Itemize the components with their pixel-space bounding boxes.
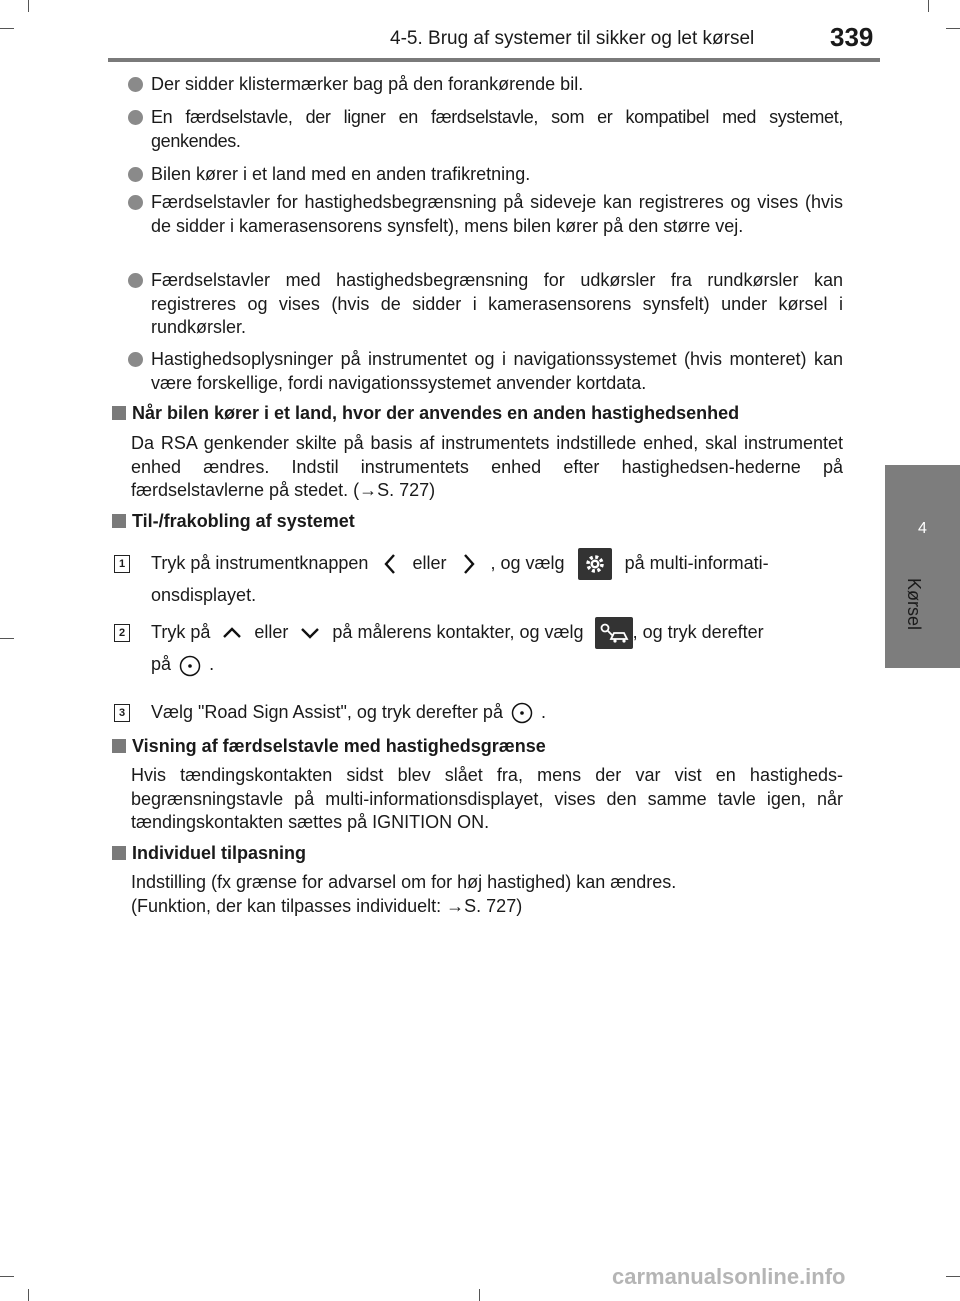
section-square-icon — [112, 514, 126, 528]
section-body: Hvis tændingskontakten sidst blev slået fra, mens der var vist en hastigheds-begrænsningstavle på multi-informationsdisplayet, vises den samme tavle igen, når tændingskontakten sættes på IGNITION ON. — [131, 765, 843, 832]
section-body: Da RSA genkender skilte på basis af instrumentets indstillede enhed, skal instrumentet enhed ændres. Indstil instrumentets enhed efter hastighedsen-hederne på færdselstavlerne på stedet. (→S. 727) — [131, 433, 843, 500]
section-body: Indstilling (fx grænse for advarsel om for høj hastighed) kan ændres. (Funktion, der kan tilpasses individuelt: →S. 727) — [131, 872, 677, 916]
crop-mark — [946, 1276, 960, 1277]
section-heading: Visning af færdselstavle med hastighedsgrænse — [112, 735, 852, 759]
crop-mark — [0, 28, 14, 29]
bullet-dot — [128, 167, 143, 182]
crop-mark — [0, 1276, 14, 1277]
step-1: 1 Tryk på instrumentknappen eller , og vælg på multi-informati- onsdisplayet. — [114, 548, 854, 610]
ok-button-icon — [508, 700, 536, 726]
section-square-icon — [112, 406, 126, 420]
page-number: 339 — [830, 22, 874, 52]
step-number: 1 — [114, 555, 130, 573]
step-2: 2 Tryk på eller på målerens kontakter, og vælg , og tryk derefter på . — [114, 617, 854, 679]
chevron-down-icon — [293, 623, 327, 643]
step-number: 2 — [114, 624, 130, 642]
gear-icon — [578, 548, 612, 580]
bullet-dot — [128, 77, 143, 92]
bullet-dot — [128, 352, 143, 367]
crop-mark — [479, 1289, 480, 1301]
car-settings-icon — [595, 617, 633, 649]
bullet-dot — [128, 195, 143, 210]
ok-button-icon — [176, 653, 204, 679]
chapter-label: Kørsel — [904, 578, 924, 631]
chevron-right-icon — [452, 551, 486, 577]
bullet-dot — [128, 273, 143, 288]
section-square-icon — [112, 739, 126, 753]
chevron-up-icon — [215, 623, 249, 643]
watermark: carmanualsonline.info — [612, 1264, 846, 1289]
chapter-number: 4 — [918, 520, 927, 537]
crop-mark — [0, 638, 14, 639]
bullet-item: Færdselstavler for hastighedsbegrænsning på sideveje kan registreres og vises (hvis de sidder i kamerasensorens synsfelt), mens bilen kører på den større vej. — [128, 191, 843, 238]
crop-mark — [28, 1289, 29, 1301]
section-square-icon — [112, 846, 126, 860]
section-heading: Til-/frakobling af systemet — [112, 510, 852, 534]
bullet-item: En færdselstavle, der ligner en færdselstavle, som er kompatibel med systemet, genkendes. — [128, 106, 843, 153]
bullet-item: Der sidder klistermærker bag på den forankørende bil. — [128, 73, 843, 97]
bullet-item: Bilen kører i et land med en anden trafikretning. — [128, 163, 843, 187]
bullet-item: Færdselstavler med hastighedsbegrænsning for udkørsler fra rundkørsler kan registreres og vises (hvis de sidder i kamerasensorens synsfelt) under kørsel i rundkørsler. — [128, 269, 843, 340]
step-number: 3 — [114, 704, 130, 722]
crop-mark — [28, 0, 29, 12]
bullet-dot — [128, 110, 143, 125]
step-3: 3 Vælg "Road Sign Assist", og tryk derefter på . — [114, 697, 854, 727]
bullet-item: Hastighedsoplysninger på instrumentet og i navigationssystemet (hvis monteret) kan være forskellige, fordi navigationssystemet anvender kortdata. — [128, 348, 843, 395]
section-header: 4-5. Brug af systemer til sikker og let kørsel — [390, 28, 755, 49]
crop-mark — [946, 28, 960, 29]
section-heading: Individuel tilpasning — [112, 842, 852, 866]
crop-mark — [928, 0, 929, 12]
header-rule — [108, 58, 880, 62]
chevron-left-icon — [373, 551, 407, 577]
section-heading: Når bilen kører i et land, hvor der anvendes en anden hastighedsenhed — [112, 402, 852, 426]
